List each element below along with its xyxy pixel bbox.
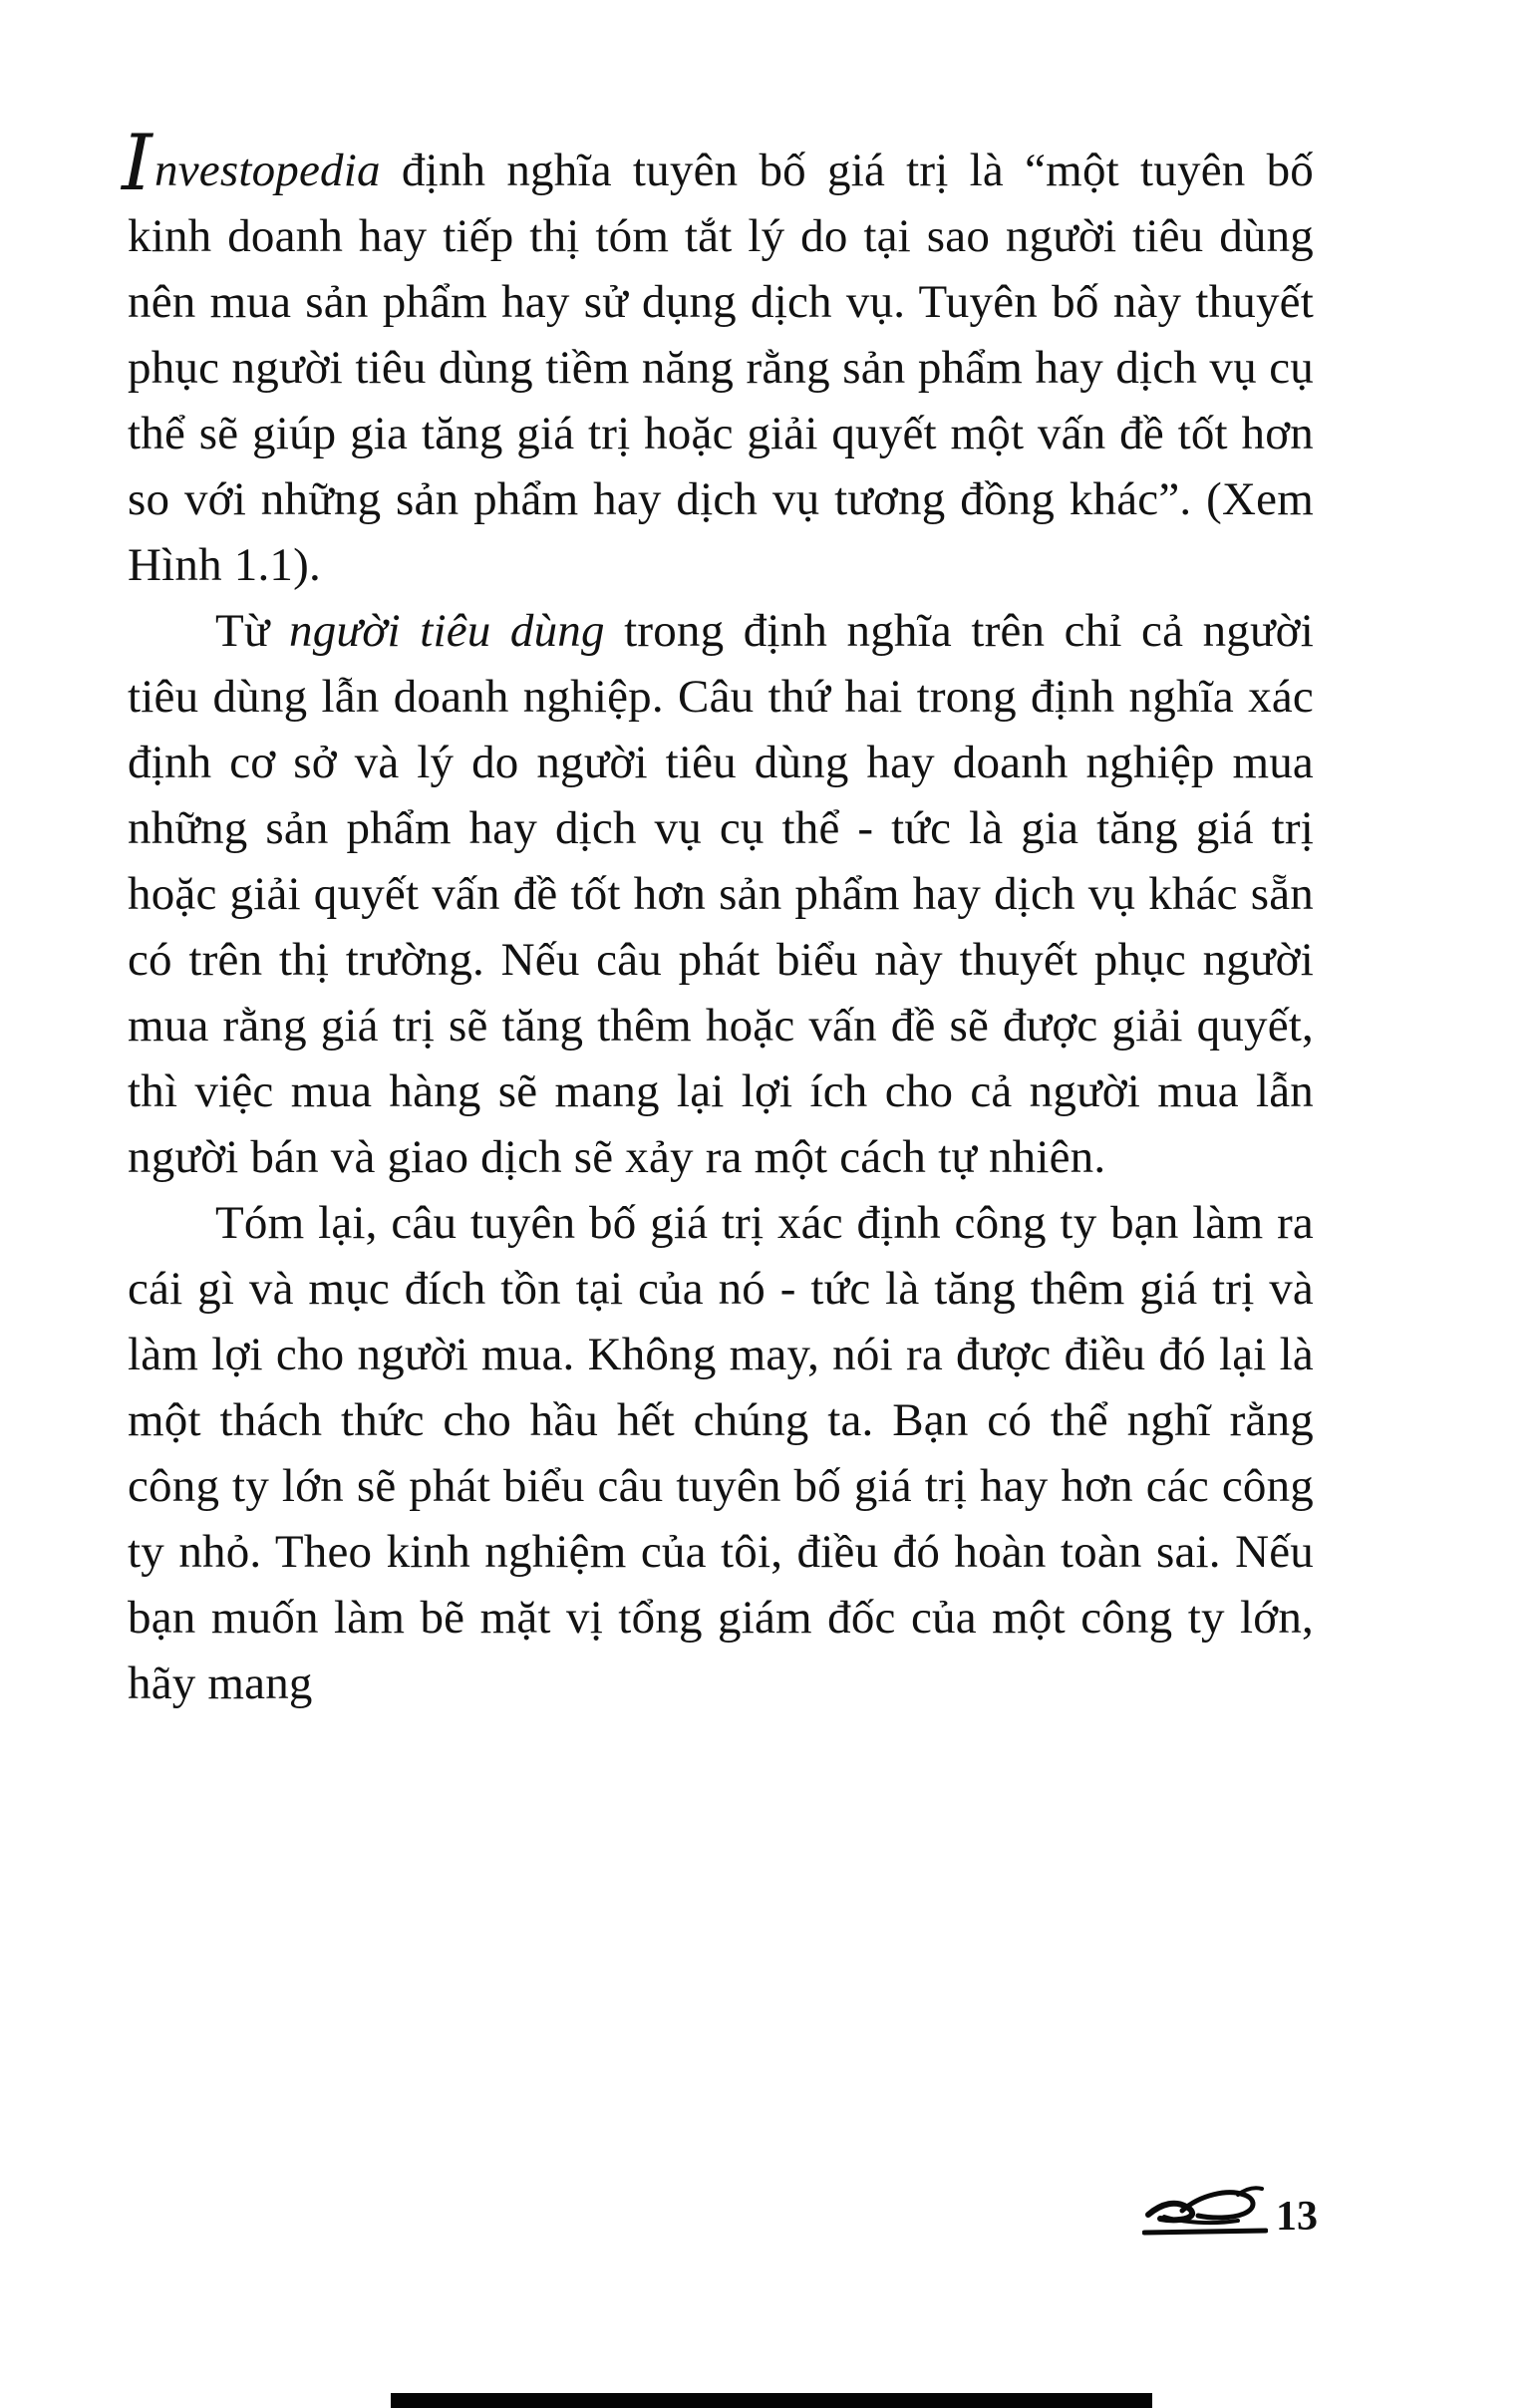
paragraph-text: định nghĩa tuyên bố giá trị là “một tuyên bố kinh doanh hay tiếp thị tóm tắt lý do tại sao người tiêu dùng nên mua sản phẩm hay sử dụng dịch vụ. Tuyên bố này thuyết phục người tiêu dùng tiềm năng rằng sản phẩm hay dịch vụ cụ thể sẽ giúp gia tăng giá trị hoặc giải quyết một vấn đề tốt hơn so với những sản phẩm hay dịch vụ tương đồng khác”. (Xem Hình 1.1). bbox=[128, 145, 1314, 591]
consumer-term-italic: người tiêu dùng bbox=[289, 605, 605, 657]
body-text bbox=[122, 119, 1314, 1716]
paragraph-definition: Investopedia định nghĩa tuyên bố giá trị là “một tuyên bố kinh doanh hay tiếp thị tóm tắt lý do tại sao người tiêu dùng nên mua sản phẩm hay sử dụng dịch vụ. Tuyên bố này thuyết phục người tiêu dùng tiềm năng rằng sản phẩm hay dịch vụ cụ thể sẽ giúp gia tăng giá trị hoặc giải quyết một vấn đề tốt hơn so với những sản phẩm hay dịch vụ tương đồng khác”. (Xem Hình 1.1). bbox=[122, 119, 1314, 591]
page-footer bbox=[1142, 2181, 1318, 2239]
paragraph-summary bbox=[128, 1190, 1314, 1716]
page-number: 13 bbox=[1276, 2194, 1318, 2240]
scan-edge-bar bbox=[391, 2393, 1152, 2408]
paragraph-text: trong định nghĩa trên chỉ cả người tiêu dùng lẫn doanh nghiệp. Câu thứ hai trong định nghĩa xác định cơ sở và lý do người tiêu dùng hay doanh nghiệp mua những sản phẩm hay dịch vụ cụ thể - tức là gia tăng giá trị hoặc giải quyết vấn đề tốt hơn sản phẩm hay dịch vụ khác sẵn có trên thị trường. Nếu câu phát biểu này thuyết phục người mua rằng giá trị sẽ tăng thêm hoặc vấn đề sẽ được giải quyết, thì việc mua hàng sẽ mang lại lợi ích cho cả người mua lẫn người bán và giao dịch sẽ xảy ra một cách tự nhiên. bbox=[128, 605, 1314, 1183]
investopedia-word: nvestopedia bbox=[154, 145, 381, 196]
paragraph-lead: Từ bbox=[215, 605, 289, 657]
paragraph-text: Tóm lại, câu tuyên bố giá trị xác định công ty bạn làm ra cái gì và mục đích tồn tại của nó - tức là tăng thêm giá trị và làm lợi cho người mua. Không may, nói ra được điều đó lại là một thách thức cho hầu hết chúng ta. Bạn có thể nghĩ rằng công ty lớn sẽ phát biểu câu tuyên bố giá trị hay hơn các công ty nhỏ. Theo kinh nghiệm của tôi, điều đó hoàn toàn sai. Nếu bạn muốn làm bẽ mặt vị tổng giám đốc của một công ty lớn, hãy mang bbox=[128, 1197, 1314, 1709]
paragraph-consumer-note bbox=[128, 598, 1314, 1190]
pen-flourish-icon bbox=[1142, 2181, 1268, 2239]
